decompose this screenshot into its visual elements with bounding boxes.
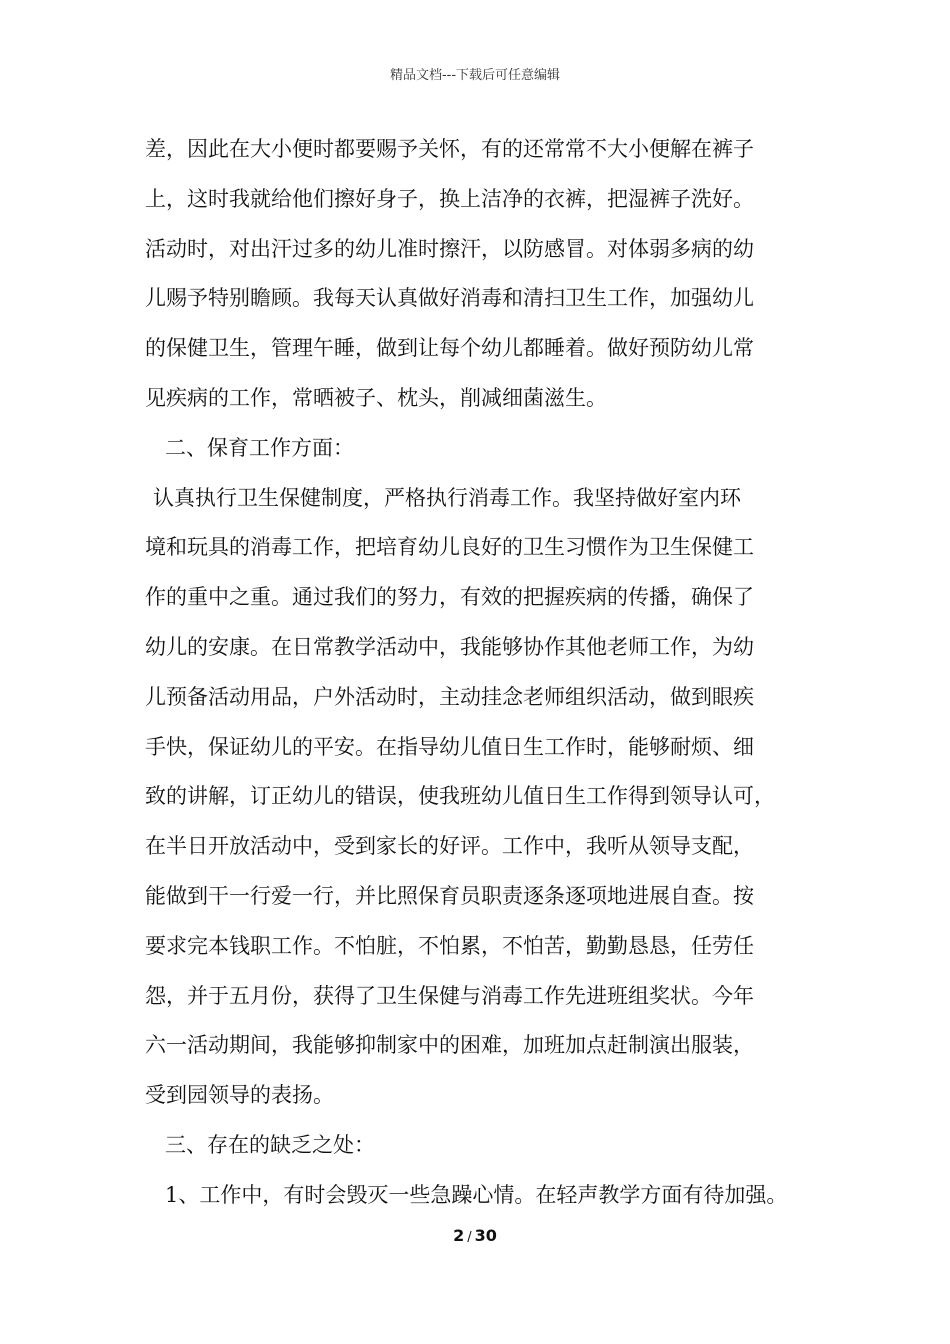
body-line: 幼儿的安康。在日常教学活动中，我能够协作其他老师工作，为幼 — [145, 634, 754, 659]
body-line: 能做到干一行爱一行，并比照保育员职责逐条逐项地进展自查。按 — [145, 883, 754, 908]
body-line: 怨，并于五月份，获得了卫生保健与消毒工作先进班组奖状。今年 — [145, 983, 754, 1008]
page-header: 精品文档---下载后可任意编辑 — [389, 68, 561, 83]
current-page: 2 — [453, 1226, 465, 1245]
body-line: 受到园领导的表扬。 — [145, 1083, 334, 1108]
body-line: 儿赐予特别瞻顾。我每天认真做好消毒和清扫卫生工作，加强幼儿 — [145, 286, 754, 311]
list-item: 1、工作中，有时会毁灭一些急躁心情。在轻声教学方面有待加强。 — [165, 1182, 788, 1207]
body-line: 境和玩具的消毒工作，把培育幼儿良好的卫生习惯作为卫生保健工 — [145, 535, 754, 560]
section-heading: 三、存在的缺乏之处： — [165, 1132, 375, 1157]
body-line: 作的重中之重。通过我们的努力，有效的把握疾病的传播，确保了 — [145, 585, 754, 610]
body-line: 手快，保证幼儿的平安。在指导幼儿值日生工作时，能够耐烦、细 — [145, 734, 754, 759]
page-separator: / — [467, 1230, 472, 1245]
body-line: 认真执行卫生保健制度，严格执行消毒工作。我坚持做好室内环 — [153, 485, 741, 510]
page-number — [0, 1226, 950, 1245]
body-line: 致的讲解，订正幼儿的错误，使我班幼儿值日生工作得到领导认可， — [145, 784, 775, 809]
total-pages: 30 — [474, 1226, 497, 1245]
body-line: 上，这时我就给他们擦好身子，换上洁净的衣裤，把湿裤子洗好。 — [145, 186, 754, 211]
body-line: 儿预备活动用品，户外活动时，主动挂念老师组织活动，做到眼疾 — [145, 684, 754, 709]
body-line: 活动时，对出汗过多的幼儿准时擦汗，以防感冒。对体弱多病的幼 — [145, 236, 754, 261]
section-heading: 二、保育工作方面： — [165, 435, 354, 460]
body-line: 见疾病的工作，常晒被子、枕头，削减细菌滋生。 — [145, 385, 607, 410]
body-line: 要求完本钱职工作。不怕脏，不怕累，不怕苦，勤勤恳恳，任劳任 — [145, 933, 754, 958]
body-line: 在半日开放活动中，受到家长的好评。工作中，我听从领导支配， — [145, 834, 754, 859]
body-line: 六一活动期间，我能够抑制家中的困难，加班加点赶制演出服装， — [145, 1033, 754, 1058]
document-body — [145, 125, 835, 1221]
body-line: 的保健卫生，管理午睡，做到让每个幼儿都睡着。做好预防幼儿常 — [145, 336, 754, 361]
body-line: 差，因此在大小便时都要赐予关怀，有的还常常不大小便解在裤子 — [145, 137, 754, 161]
